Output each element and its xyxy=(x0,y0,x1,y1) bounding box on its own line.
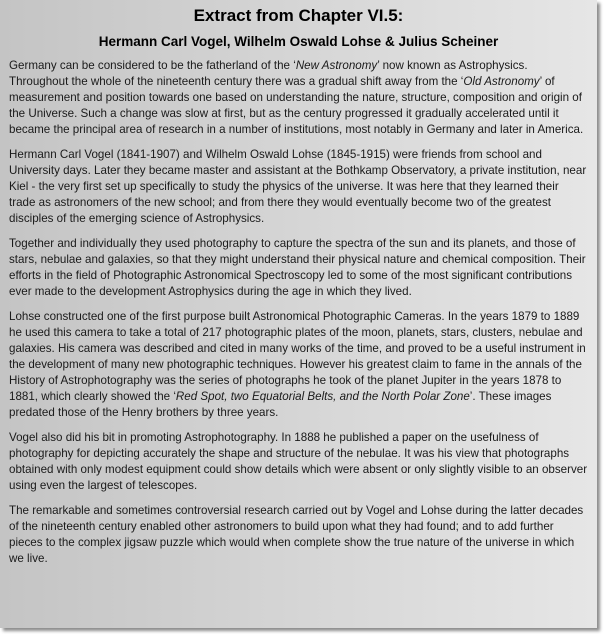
paragraph-1-text-e: ’ of measurement and position towards one based on understanding the nature, structure, composition and origin of the Universe. Such a change was slow at first, but as the century progressed it gradually accelerated until it became the principal area of research in a number of institutions, most notably in Germany and later in America. xyxy=(9,75,584,136)
paragraph-4-text-c: ’. These images predated those of the Henry brothers by three years. xyxy=(9,390,552,419)
paragraph-1-emphasis-old-astronomy: Old Astronomy xyxy=(463,75,540,88)
paragraph-1-emphasis-new-astronomy: New Astronomy xyxy=(295,59,378,72)
paragraph-1-text-c: ’ now known as Astrophysics. Throughout the whole of the nineteenth century there was a gradual shift away from the ‘ xyxy=(9,59,528,88)
page-title: Extract from Chapter VI.5: xyxy=(193,6,404,25)
paragraph-1 xyxy=(9,58,588,138)
paragraph-6: The remarkable and sometimes controversial research carried out by Vogel and Lohse during the latter decades of the nineteenth century enabled other astronomers to build upon what they had found; and to add further pieces to the complex jigsaw puzzle which would when complete show the true nature of the universe in which we live. xyxy=(9,504,584,565)
paragraph-2: Hermann Carl Vogel (1841-1907) and Wilhelm Oswald Lohse (1845-1915) were friends from school and University days. Later they became master and assistant at the Bothkamp Observatory, a private institution, near Kiel - the very first set up specifically to study the physics of the universe. It was here that they learned their trade as astronomers of the new school; and from there they would eventually become two of the greatest disciples of the emerging science of Astrophysics. xyxy=(9,148,587,225)
paragraph-5: Vogel also did his bit in promoting Astrophotography. In 1888 he published a paper on the usefulness of photography for depicting accurately the shape and structure of the nebulae. It was his view that photographs obtained with only modest equipment could show details which were absent or only slightly visible to an observer using even the largest of telescopes. xyxy=(9,431,588,492)
paragraph-3: Together and individually they used photography to capture the spectra of the sun and its planets, and those of stars, nebulae and galaxies, so that they might understand their physical nature and chemical composition. Their efforts in the field of Photographic Astronomical Spectroscopy led to some of the most significant contributions ever made to the development Astrophysics during the age in which they lived. xyxy=(9,237,586,298)
paragraph-4-emphasis-jupiter-features: Red Spot, two Equatorial Belts, and the North Polar Zone xyxy=(175,390,470,403)
page-subtitle: Hermann Carl Vogel, Wilhelm Oswald Lohse & Julius Scheiner xyxy=(98,34,499,49)
paragraph-1-text-a: Germany can be considered to be the fatherland of the ‘ xyxy=(9,59,296,72)
paragraph-4 xyxy=(9,309,588,421)
paragraph-4-text-a: Lohse constructed one of the first purpose built Astronomical Photographic Cameras. In the years 1879 to 1889 he used this camera to take a total of 217 photographic plates of the moon, planets, stars, clusters, nebulae and galaxies. His camera was described and cited in many works of the time, and proved to be a useful instrument in the development of many new photographic techniques. However his greatest claim to fame in the annals of the History of Astrophotography was the series of photographs he took of the planet Jupiter in the years 1878 to 1881, which clearly showed the ‘ xyxy=(9,310,586,403)
